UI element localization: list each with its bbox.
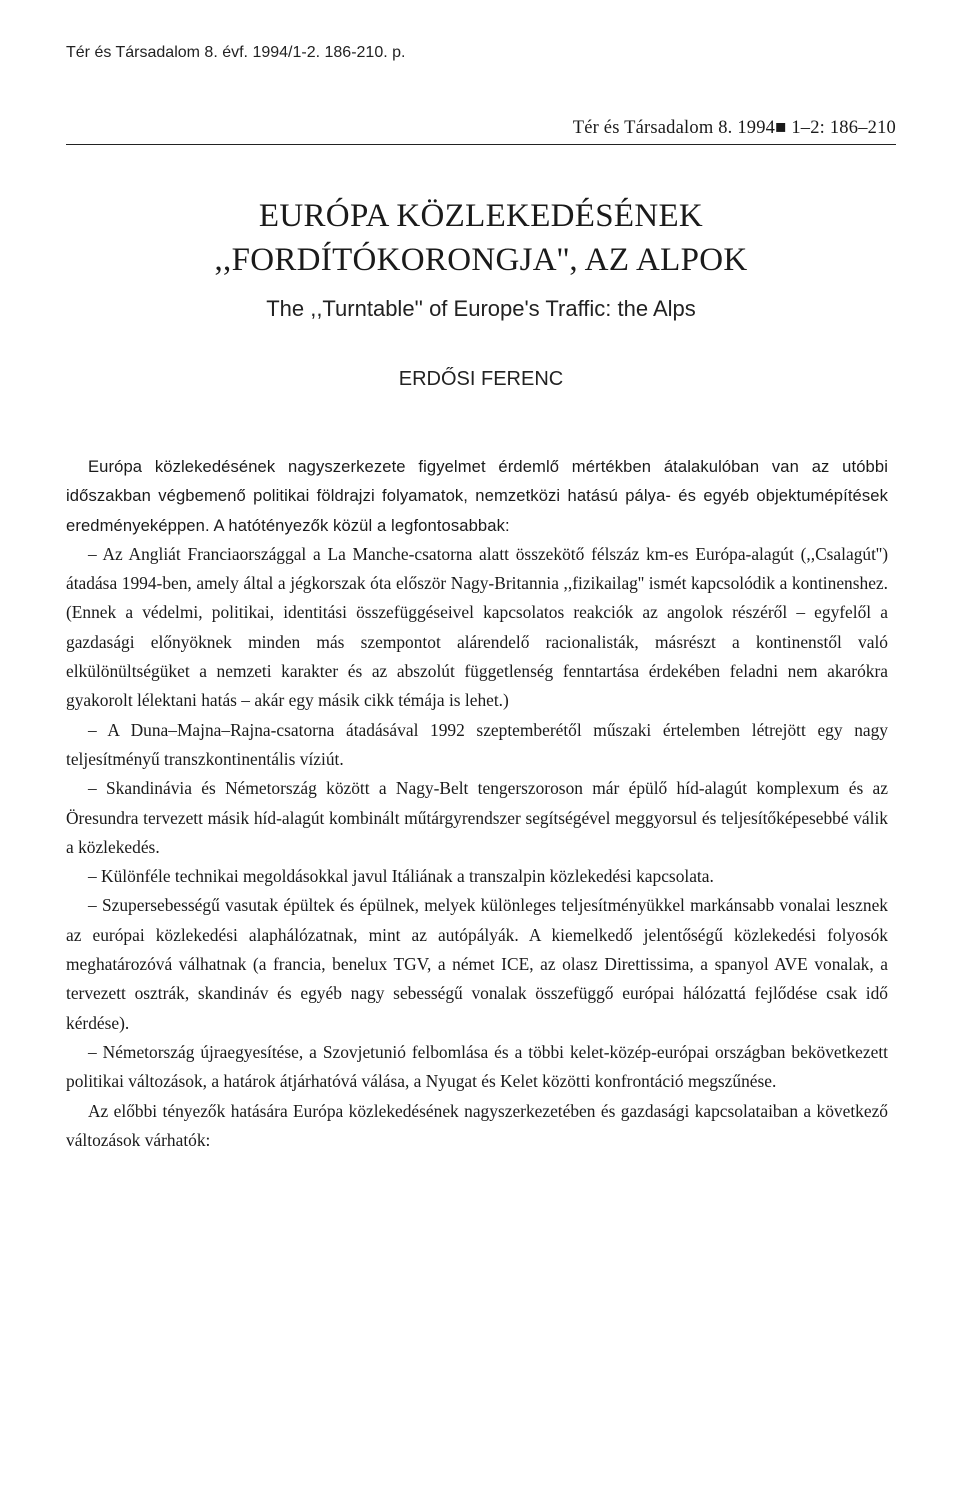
article-body xyxy=(66,452,888,1155)
title-line-1: EURÓPA KÖZLEKEDÉSÉNEK xyxy=(258,198,704,234)
list-item-reunification: – Németország újraegyesítése, a Szovjetunió felbomlása és a többi kelet-közép-európai országban bekövetkezett politikai változások, a határok átjárhatóvá válása, a Nyugat és Kelet közötti konfrontáció megszűnése. xyxy=(66,1041,888,1092)
title-line-2: ,,FORDÍTÓKORONGJA'', AZ ALPOK xyxy=(214,242,748,278)
header-rule xyxy=(66,144,896,145)
closing-paragraph: Az előbbi tényezők hatására Európa közlekedésének nagyszerkezetében és gazdasági kapcsolataiban a következő változások várhatók: xyxy=(66,1100,888,1150)
list-item-eurotunnel: – Az Angliát Franciaországgal a La Manche-csatorna alatt összekötő félszáz km-es Európa-alagút (,,Csalagút'') átadása 1994-ben, amely által a jégkorszak óta először Nagy-Britannia ,,fizikailag'' ismét kapcsolódik a kontinenshez. (Ennek a védelmi, politikai, identitási összefüggéseivel kapcsolatos reakciók az angolok részéről – egyfelől a gazdasági előnyöknek minden más szempontot alárendelő racionalisták, másrészt a kontinenstől való elkülönültségüket a nemzeti karakter és az abszolút függetlenség fenntartása érdekében feladni nem akarókra gyakorolt lélektani hatás – akár egy másik cikk témája is lehet.) xyxy=(66,543,888,711)
list-item-italy: – Különféle technikai megoldásokkal javul Itáliának a transzalpin közlekedési kapcsolata. xyxy=(88,866,714,887)
author-name: ERDŐSI FERENC xyxy=(398,368,564,390)
running-head: Tér és Társadalom 8. 1994■ 1–2: 186–210 xyxy=(572,118,896,138)
list-item-scandinavia: – Skandinávia és Németország között a Nagy-Belt tengerszoroson már épülő híd-alagút komplexum és az Öresundra tervezett másik híd-alagút kombinált műtárgyrendszer segítségével meggyorsul és teljesítőképesebbé válik a közlekedés. xyxy=(66,778,888,857)
intro-paragraph: Európa közlekedésének nagyszerkezete figyelmet érdemlő mértékben átalakulóban van az utóbbi időszakban végbemenő politikai földrajzi folyamatok, nemzetközi hatású pálya- és egyéb objektumépítések eredményeképpen. A hatótényezők közül a legfontosabbak: xyxy=(66,457,888,535)
article-title xyxy=(66,194,896,282)
list-item-danube-canal: – A Duna–Majna–Rajna-csatorna átadásával 1992 szeptemberétől műszaki értelemben létrejött egy nagy teljesítményű transzkontinentális víziút. xyxy=(66,719,888,769)
journal-citation: Tér és Társadalom 8. évf. 1994/1-2. 186-210. p. xyxy=(66,44,406,61)
list-item-high-speed-rail: – Szupersebességű vasutak épültek és épülnek, melyek különleges teljesítményükkel markánsabb vonalai lesznek az európai közlekedési alaphálózatnak, mint az autópályák. A kiemelkedő jelentőségű közlekedési folyosók meghatározóvá válhatnak (a francia, benelux TGV, a német ICE, az olasz Direttissima, a spanyol AVE vonalak, a tervezett osztrák, skandináv és egyéb nagy sebességű vonalak összefüggő európai hálózattá fejlődése csak idő kérdése). xyxy=(66,895,888,1033)
article-subtitle: The ,,Turntable'' of Europe's Traffic: the Alps xyxy=(266,296,696,321)
